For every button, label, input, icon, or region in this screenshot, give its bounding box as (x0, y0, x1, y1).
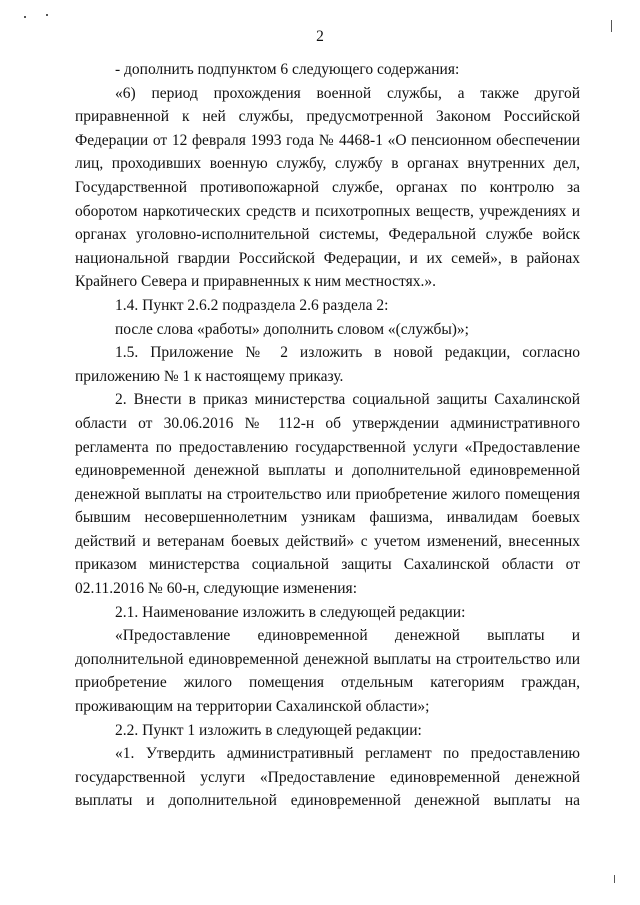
scan-mark (46, 14, 48, 16)
scan-mark (24, 16, 26, 18)
paragraph-new-title: «Предоставление единовременной денежной выплаты и дополнительной единовременной денежной выплаты на строительство или приобретение жилого помещения отдельным категориям граждан, проживающим на территории Сахалинской области»; (75, 627, 580, 716)
scan-mark (614, 875, 615, 883)
paragraph-add-subpoint: - дополнить подпунктом 6 следующего содержания: (115, 61, 460, 78)
paragraph-point-2: 2. Внести в приказ министерства социальной защиты Сахалинской области от 30.06.2016 № 112-н об утверждении административного регламента по предоставлению государственной услуги «Предоставление единовременной денежной выплаты и дополнительной единовременной денежной выплаты на строительство или приобретение жилого помещения бывшим несовершеннолетним узникам фашизма, инвалидам боевых действий и ветеранам боевых действий» с учетом изменений, внесенных приказом министерства социальной защиты Сахалинской области от 02.11.2016 № 60-н, следующие изменения: (75, 391, 580, 598)
paragraph-subpoint-6: «6) период прохождения военной службы, а также другой приравненной к ней службы, предусмотренной Законом Российской Федерации от 12 февраля 1993 года № 4468-1 «О пенсионном обеспечении лиц, проходивших военную службу, службу в органах внутренних дел, Государственной противопожарной службе, органах по контролю за оборотом наркотических средств и психотропных веществ, учреждениях и органах уголовно-исполнительной системы, Федеральной службе войск национальной гвардии Российской Федерации, и их семей», в районах Крайнего Севера и приравненных к ним местностях.». (75, 84, 580, 291)
document-body (75, 58, 580, 813)
paragraph-after-word: после слова «работы» дополнить словом «(службы)»; (115, 320, 469, 338)
paragraph-point-1-5: 1.5. Приложение № 2 изложить в новой редакции, согласно приложению № 1 к настоящему приказу. (75, 344, 580, 385)
page-number: 2 (316, 28, 324, 45)
scan-mark (611, 20, 612, 32)
paragraph-point-1-4: 1.4. Пункт 2.6.2 подраздела 2.6 раздела 2: (115, 296, 389, 314)
paragraph-point-2-1: 2.1. Наименование изложить в следующей редакции: (115, 603, 466, 621)
paragraph-point-1-text: «1. Утвердить административный регламент по предоставлению государственной услуги «Предоставление единовременной денежной выплаты и дополнительной единовременной денежной выплаты на (75, 745, 580, 810)
paragraph-point-2-2: 2.2. Пункт 1 изложить в следующей редакции: (115, 721, 422, 739)
